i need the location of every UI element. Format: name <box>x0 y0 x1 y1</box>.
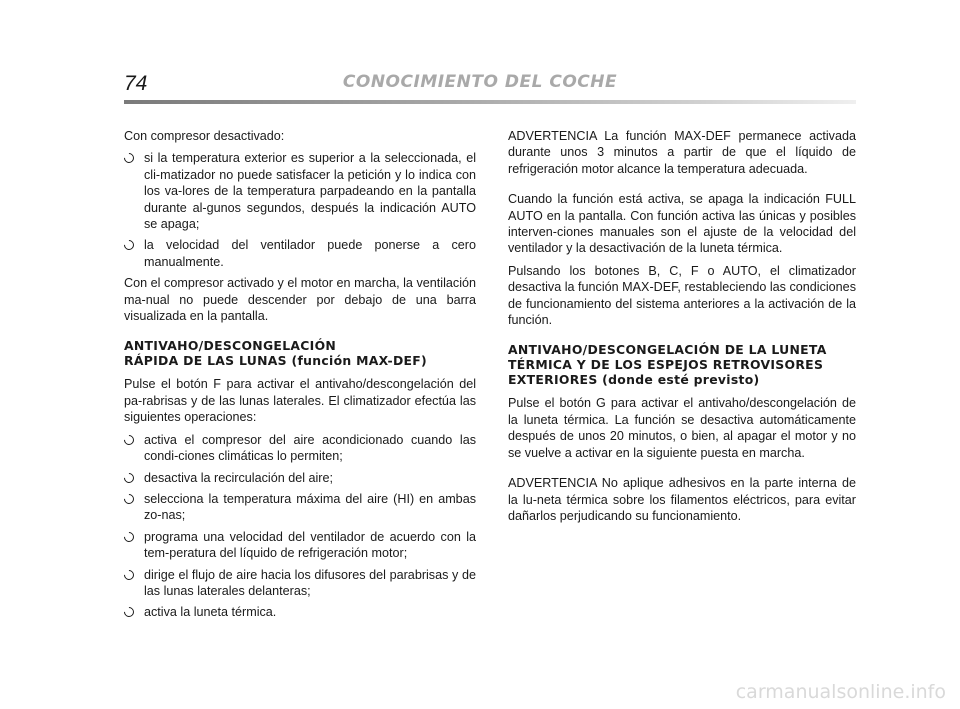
section-heading <box>508 342 856 387</box>
list-item-text: la velocidad del ventilador puede ponerse a cero manualmente. <box>144 238 476 269</box>
bullet-icon <box>122 492 136 506</box>
right-column <box>508 128 856 530</box>
bullet-icon <box>122 567 136 581</box>
list-item-text: desactiva la recirculación del aire; <box>144 470 333 485</box>
heading-line: ANTIVAHO/DESCONGELACIÓN DE LA LUNETA <box>508 342 827 358</box>
list-item <box>124 604 476 620</box>
header-rule <box>124 100 856 104</box>
paragraph: Pulse el botón F para activar el antivaho/descongelación del pa-rabrisas y de las lunas laterales. El climatizador efectúa las siguientes operaciones: <box>124 377 476 425</box>
section-heading <box>124 338 476 368</box>
bullet-icon <box>122 238 136 252</box>
list-item <box>124 150 476 232</box>
warning-note: ADVERTENCIA No aplique adhesivos en la parte interna de la lu-neta térmica sobre los filamentos eléctricos, para evitar dañarlos perjudicando su funcionamiento. <box>508 476 856 523</box>
paragraph: Con el compresor activado y el motor en marcha, la ventilación ma-nual no puede descender por debajo de una barra visualizada en la pantalla. <box>124 276 476 324</box>
list-item-text: si la temperatura exterior es superior a la seleccionada, el cli-matizador no puede satisfacer la petición y lo indica con los va-lores de la temperatura parpadeando en la pantalla durante al-gunos segundos, después la indicación AUTO se apaga; <box>144 151 476 232</box>
list-item <box>124 567 476 600</box>
paragraph: Cuando la función está activa, se apaga la indicación FULL AUTO en la pantalla. Con función activa las únicas y posibles interven-ciones manuales son el ajuste de la velocidad del ventilador y la desactivación de la luneta térmica. <box>508 192 856 256</box>
section-title: CONOCIMIENTO DEL COCHE <box>342 72 618 92</box>
list-item-text: selecciona la temperatura máxima del aire (HI) en ambas zo-nas; <box>144 491 476 523</box>
list-item-text: dirige el flujo de aire hacia los difusores del parabrisas y de las lunas laterales delanteras; <box>144 567 476 598</box>
bullet-icon <box>122 605 136 619</box>
intro-text: Con compresor desactivado: <box>124 129 285 143</box>
bullet-icon <box>122 151 136 165</box>
warning-note: ADVERTENCIA La función MAX-DEF permanece activada durante unos 3 minutos a partir de que el líquido de refrigeración motor alcance la temperatura adecuada. <box>508 129 856 176</box>
heading-line: RÁPIDA DE LAS LUNAS (función MAX-DEF) <box>124 353 428 369</box>
bullet-icon <box>122 433 136 447</box>
heading-line: TÉRMICA Y DE LOS ESPEJOS RETROVISORES <box>508 357 824 373</box>
bullet-icon <box>122 470 136 484</box>
paragraph: Pulsando los botones B, C, F o AUTO, el climatizador desactiva la función MAX-DEF, restableciendo las condiciones de funcionamiento del sistema anteriores a la activación de la función. <box>508 263 856 328</box>
list-item-text: activa el compresor del aire acondicionado cuando las condi-ciones climáticas lo permiten; <box>144 432 476 464</box>
bullet-icon <box>122 530 136 544</box>
left-column <box>124 128 476 626</box>
page-number: 74 <box>124 72 148 95</box>
paragraph: Pulse el botón G para activar el antivaho/descongelación de la luneta térmica. La función se desactiva automáticamente después de unos 20 minutos, o bien, al apagar el motor y no se vuelve a activar en la siguiente puesta en marcha. <box>508 396 856 460</box>
heading-line: EXTERIORES (donde esté previsto) <box>508 372 760 388</box>
heading-line: ANTIVAHO/DESCONGELACIÓN <box>124 338 337 354</box>
list-item <box>124 432 476 465</box>
list-item-text: activa la luneta térmica. <box>144 605 277 620</box>
list-item <box>124 491 476 524</box>
list-item <box>124 470 476 486</box>
list-item-text: programa una velocidad del ventilador de acuerdo con la tem-peratura del líquido de refrigeración motor; <box>144 529 476 561</box>
list-item <box>124 237 476 270</box>
list-item <box>124 529 476 562</box>
watermark: carmanualsonline.info <box>735 681 946 703</box>
